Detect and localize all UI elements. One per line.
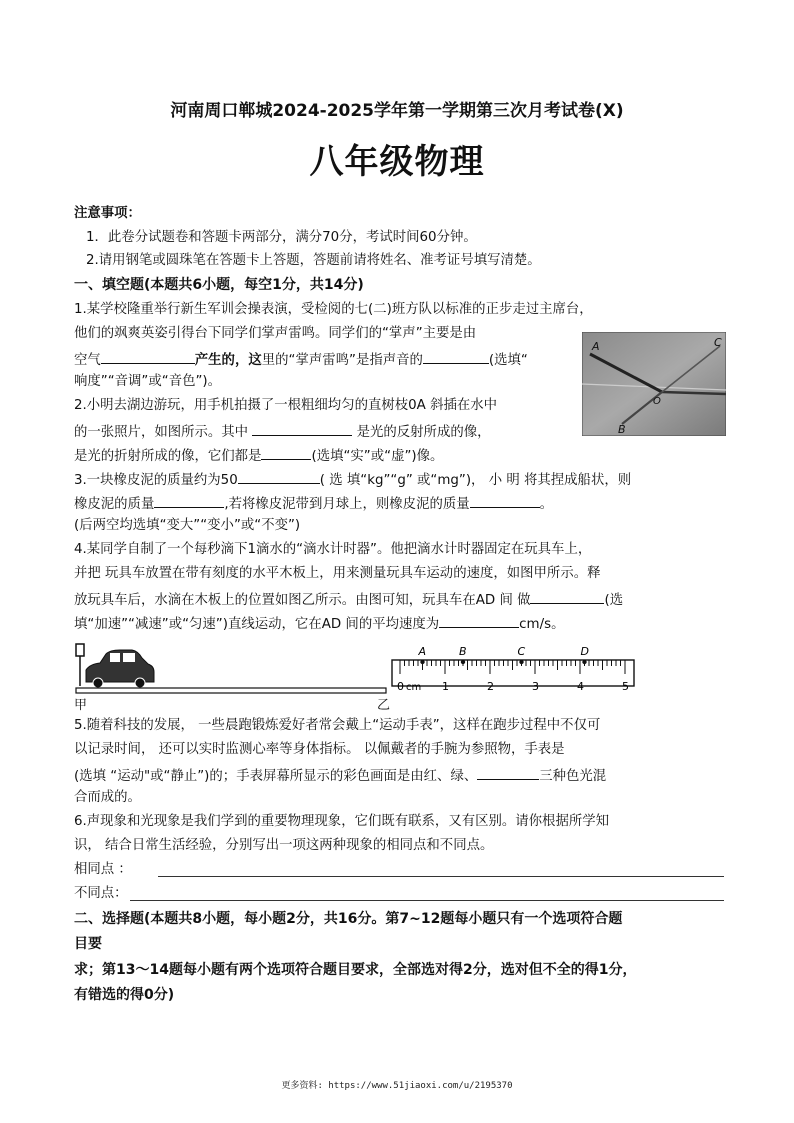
- drop-point-d: [582, 660, 586, 664]
- q1-line1: 1.某学校隆重举行新生军训会操表演，受检阅的七(二)班方队以标准的正步走过主席台，: [74, 302, 593, 317]
- same-point-label: 相同点 ：: [74, 862, 132, 877]
- branch-in-water-photo: [582, 332, 726, 436]
- photo-label-A: A: [592, 340, 600, 353]
- answer-blank[interactable]: [252, 421, 352, 436]
- q6-line1: 6.声现象和光现象是我们学到的重要物理现象，它们既有联系，又有区别。请你根据所学知: [74, 814, 610, 829]
- ruler-tick-label: 5: [622, 680, 629, 693]
- drop-point-a: [420, 660, 424, 664]
- q5-line1: 5.随着科技的发展， 一些晨跑锻炼爱好者常会戴上“运动手表”，这样在跑步过程中不仅可: [74, 718, 601, 733]
- q5-line2: 以记录时间， 还可以实时监测心率等身体指标。 以佩戴者的手腕为参照物，手表是: [74, 742, 565, 757]
- q4-line1: 4.某同学自制了一个每秒滴下1滴水的“滴水计时器”。他把滴水计时器固定在玩具车上，: [74, 542, 592, 557]
- subject-title: 八年级物理: [309, 142, 485, 182]
- diff-point-answer-line[interactable]: [130, 900, 724, 901]
- drop-point-label-b: B: [459, 645, 467, 658]
- section2-heading-line1: 二、选择题(本题共8小题，每小题2分，共16分。第7~12题每小题只有一个选项符合题: [74, 911, 623, 927]
- answer-blank[interactable]: [154, 493, 224, 508]
- drop-point-label-d: D: [580, 645, 589, 658]
- drop-point-b: [461, 660, 465, 664]
- notice-item-1: 1．此卷分试题卷和答题卡两部分，满分70分，考试时间60分钟。: [86, 230, 477, 245]
- exam-title: 河南周口郸城2024-2025学年第一学期第三次月考试卷(X): [170, 101, 624, 121]
- section2-heading-line2: 目要: [74, 936, 102, 952]
- photo-label-C: C: [714, 336, 722, 349]
- q4-line2: 并把 玩具车放置在带有刻度的水平木板上，用来测量玩具车运动的速度，如图甲所示。释: [74, 566, 601, 581]
- section1-heading: 一、填空题(本题共6小题，每空1分，共14分): [74, 277, 364, 293]
- q1-line3: 空气 产生的，这里的“掌声雷鸣”是指声音的 (选填“: [74, 349, 528, 370]
- notice-heading: 注意事项：: [74, 206, 141, 221]
- drop-point-label-a: A: [418, 645, 427, 658]
- figure-b-label: 乙: [377, 698, 391, 713]
- figure-ruler: [390, 640, 640, 706]
- q3-line3: (后两空均选填“变大”“变小”或“不变”): [74, 518, 301, 533]
- photo-label-O: O: [653, 396, 661, 407]
- q1-line4: 响度”“音调”或“音色”)。: [74, 374, 222, 389]
- q2-line1: 2.小明去湖边游玩，用手机拍摄了一根粗细均匀的直树枝0A 斜插在水中: [74, 398, 498, 413]
- answer-blank[interactable]: [530, 589, 604, 604]
- q4-line4: 填“加速”“减速”或“匀速”)直线运动，它在AD 间的平均速度为 cm/s。: [74, 613, 564, 634]
- ruler-tick-label: 1: [442, 680, 449, 693]
- drop-point-c: [519, 660, 523, 664]
- notice-item-2: 2.请用钢笔或圆珠笔在答题卡上答题，答题前请将姓名、准考证号填写清楚。: [86, 253, 541, 268]
- photo-label-B: B: [618, 423, 626, 436]
- diff-point-label: 不同点：: [74, 886, 128, 901]
- q2-line2: 的一张照片，如图所示。其中 是光的反射所成的像，: [74, 421, 491, 442]
- answer-blank[interactable]: [238, 469, 320, 484]
- q2-line3: 是光的折射所成的像，它们都是 (选填“实”或“虚”)像。: [74, 445, 443, 466]
- q3-line1: 3.一块橡皮泥的质量约为50 ( 选 填“kg”“g” 或“mg”)， 小 明 将其捏成船状，则: [74, 469, 631, 490]
- same-point-answer-line[interactable]: [158, 876, 724, 877]
- ruler-tick-label: 2: [487, 680, 494, 693]
- answer-blank[interactable]: [439, 613, 519, 628]
- q5-line3: (选填 “运动"或“静止”)的；手表屏幕所显示的彩色画面是由红、绿、 三种色光混: [74, 765, 606, 786]
- drop-point-label-c: C: [517, 645, 526, 658]
- figure-a-label: 甲: [74, 698, 88, 713]
- footer-link[interactable]: 更多资料: https://www.51jiaoxi.com/u/2195370: [281, 1081, 513, 1091]
- section2-heading-line3: 求；第13～14题每小题有两个选项符合题目要求，全部选对得2分，选对但不全的得1分，: [74, 962, 637, 978]
- ruler-tick-label: 3: [532, 680, 539, 693]
- q4-line3: 放玩具车后，水滴在木板上的位置如图乙所示。由图可知，玩具车在AD 间 做 (选: [74, 589, 623, 610]
- figure-toy-car: [72, 640, 388, 706]
- answer-blank[interactable]: [423, 349, 489, 364]
- q1-line2: 他们的飒爽英姿引得台下同学们掌声雷鸣。同学们的“掌声”主要是由: [74, 326, 477, 341]
- ruler-tick-label: 0: [397, 680, 404, 693]
- answer-blank[interactable]: [470, 493, 540, 508]
- ruler-tick-label: 4: [577, 680, 584, 693]
- ruler-unit-label: cm: [406, 682, 422, 693]
- q5-line4: 合而成的。: [74, 790, 141, 805]
- answer-blank[interactable]: [101, 349, 195, 364]
- q6-line2: 识， 结合日常生活经验，分别写出一项这两种现象的相同点和不同点。: [74, 838, 494, 853]
- section2-heading-line4: 有错选的得0分): [74, 987, 175, 1003]
- answer-blank[interactable]: [261, 445, 311, 460]
- answer-blank[interactable]: [477, 765, 539, 780]
- q3-line2: 橡皮泥的质量 ,若将橡皮泥带到月球上，则橡皮泥的质量 。: [74, 493, 553, 514]
